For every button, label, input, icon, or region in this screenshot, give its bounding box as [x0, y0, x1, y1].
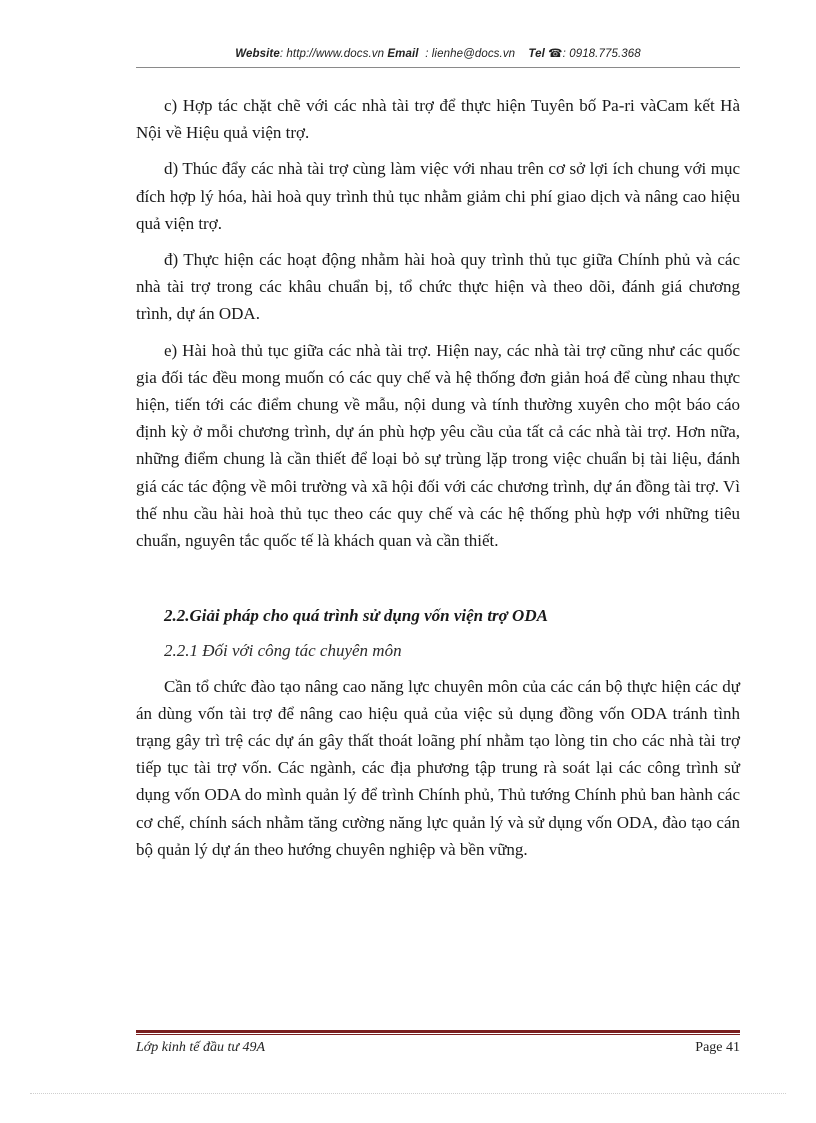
email-label: Email — [387, 48, 419, 60]
tel-label: Tel — [528, 48, 545, 60]
email-value: : lienhe@docs.vn — [425, 48, 516, 60]
paragraph-e: e) Hài hoà thủ tục giữa các nhà tài trợ. Hiện nay, các nhà tài trợ cũng như các quốc gia đối tác đều mong muốn có các quy chế và hệ thống đơn giản hoá để cùng nhau thực hiện, tiến tới các điểm chung về mẫu, nội dung và tính thường xuyên cho một báo cáo định kỳ ở mỗi chương trình, dự án phù hợp yêu cầu của tất cả các nhà tài trợ. Hơn nữa, những điểm chung là cần thiết để loại bỏ sự trùng lặp trong việc chuẩn bị tài liệu, đánh giá các tác động về môi trường và xã hội đối với các chương trình, dự án đồng tài trợ. Vì thế nhu cầu hài hoà thủ tục theo các quy chế và các hệ thống phù hợp với những tiêu chuẩn, nguyên tắc quốc tế là khách quan và cần thiết. — [136, 340, 740, 551]
header-divider — [136, 67, 740, 68]
footer-divider — [136, 1030, 740, 1035]
page-bottom-edge — [30, 1093, 786, 1094]
page-number: Page 41 — [695, 1040, 740, 1055]
page-header — [136, 46, 740, 60]
paragraph-d: d) Thúc đẩy các nhà tài trợ cùng làm việc với nhau trên cơ sở lợi ích chung với mục đích hợp lý hóa, hài hoà quy trình thủ tục nhằm giảm chi phí giao dịch và nâng cao hiệu quả viện trợ. — [136, 159, 740, 233]
footer-class-name: Lớp kinh tế đầu tư 49A — [136, 1040, 266, 1055]
website-label: Website — [235, 48, 280, 60]
subsection-heading: 2.2.1 Đối với công tác chuyên môn — [164, 641, 402, 661]
section-heading: 2.2.Giải pháp cho quá trình sử dụng vốn viện trợ ODA — [164, 606, 548, 626]
paragraph-dd: đ) Thực hiện các hoạt động nhằm hài hoà quy trình thủ tục giữa Chính phủ và các nhà tài trợ trong các khâu chuẩn bị, tổ chức thực hiện và theo dõi, đánh giá chương trình, dự án ODA. — [136, 250, 740, 324]
website-value: : http://www.docs.vn — [279, 48, 385, 60]
paragraph-c: c) Hợp tác chặt chẽ với các nhà tài trợ để thực hiện Tuyên bố Pa-ri vàCam kết Hà Nội về Hiệu quả viện trợ. — [136, 96, 740, 143]
phone-icon: ☎ — [548, 48, 563, 60]
paragraph-body: Cần tổ chức đào tạo nâng cao năng lực chuyên môn của các cán bộ thực hiện các dự án dùng vốn tài trợ để nâng cao hiệu quả của việc sủ dụng đồng vốn ODA tránh tình trạng gây trì trệ các dự án gây thất thoát loãng phí nhằm tạo lòng tin cho các nhà tài trợ tiếp tục tài trợ vốn. Các ngành, các địa phương tập trung rà soát lại các công trình sử dụng vốn ODA do mình quản lý để trình Chính phủ, Thủ tướng Chính phủ ban hành các cơ chế, chính sách nhằm tăng cường năng lực quản lý và sử dụng vốn ODA, đào tạo cán bộ quản lý dự án theo hướng chuyên nghiệp và bền vững. — [136, 676, 740, 859]
page-body — [136, 92, 740, 872]
tel-value: : 0918.775.368 — [562, 48, 641, 60]
page-footer — [136, 1040, 740, 1056]
